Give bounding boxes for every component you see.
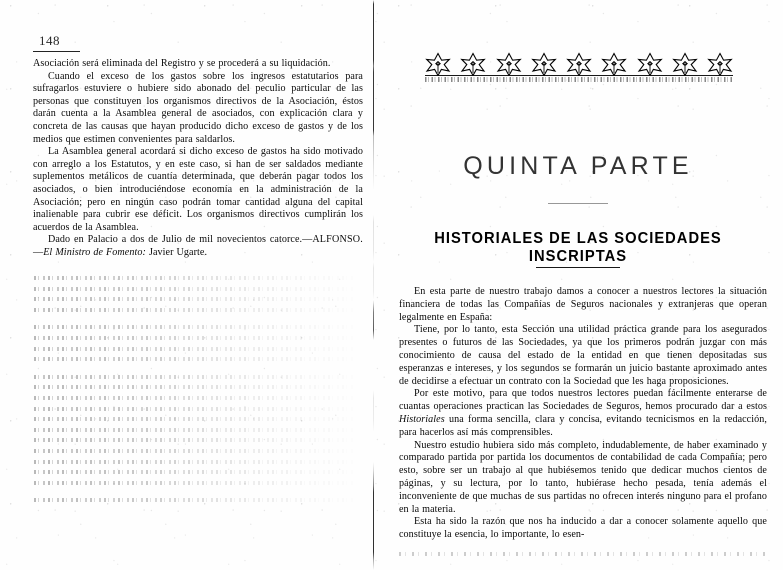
text-run: una forma sencilla, clara y concisa, evitando tecnicismos en la redacción, para hacerlos así más comprensibles. <box>399 413 767 438</box>
faded-line <box>34 396 356 400</box>
ornament-squiggle <box>425 77 733 82</box>
star-fleuron-icon <box>460 52 486 76</box>
part-title-rule <box>548 203 608 204</box>
left-page-body <box>33 58 363 260</box>
ornament-band <box>425 52 733 84</box>
faded-line <box>34 498 356 502</box>
faded-line <box>34 336 356 340</box>
star-fleuron-icon <box>637 52 663 76</box>
paragraph <box>399 516 767 542</box>
em-dash: — <box>33 246 44 258</box>
faded-paragraph-gap <box>34 368 356 375</box>
text-run: Por este motivo, para que todos nuestros lectores puedan fácilmente enterarse de cuantas operaciones practican las Sociedades de Seguros, hemos procurado dar a estos <box>399 388 767 413</box>
faded-line <box>34 449 356 453</box>
faded-line <box>34 325 356 329</box>
royal-signature-block <box>33 234 363 259</box>
ornament-rule <box>425 75 733 76</box>
faded-line <box>34 470 356 474</box>
faded-line <box>34 276 356 280</box>
faded-illegible-text-block <box>34 276 356 509</box>
decree-date-line: Dado en Palacio a dos de Julio de mil novecientos catorce.— <box>48 234 313 246</box>
faded-line <box>34 375 356 379</box>
faded-line <box>34 407 356 411</box>
part-title: QUINTA PARTE <box>463 152 693 180</box>
minister-name: Javier Ugarte. <box>148 246 208 258</box>
faded-line <box>34 385 356 389</box>
star-fleuron-icon <box>425 52 451 76</box>
text-run: En esta parte de nuestro trabajo damos a conocer a nuestros lectores la situación financiera de todas las Compañías de Seguros nacionales y extranjeras que operan legalmente en España: <box>399 286 767 323</box>
paragraph: La Asamblea general acordará si dicho exceso de gastos ha sido motivado con arreglo a los Estatutos, y en este caso, si han de ser saldados mediante suplementos metálicos de cuantía determinada, que deberán pagar todos los asociados, o bien introduciéndose economía en la administración de la Asociación; pero en ningún caso podrán tomar cantidad alguna del capital inalienable para cubrir ese déficit. Los organismos directivos cumplirán los acuerdos de la Asamblea. <box>33 146 363 233</box>
text-run: Nuestro estudio hubiera sido más completo, indudablemente, de haber examinado y comparado partida por partida los documentos de contabilidad de cada Compañía; pero esto, sobre ser un trabajo al que hubiésemos tenido que dedicar muchos cientos de páginas, y su lectura, por lo tanto, hubiérase hecho pesada, tenía además el inconveniente de que muchas de sus partidas no ofrecen interés ninguno para el profano en la materia. <box>399 439 767 515</box>
paragraph: Cuando el exceso de los gastos sobre los ingresos estatutarios para sufragarlos estuviere o hubiere sido abonado del peculio particular de las personas que constituyen los organismos directivos de la Asociación, éstos darán cuenta a la Asamblea general de asociados, con explicación clara y concreta de las causas que hayan producido dicho exceso de gastos y de los medios que estimen convenientes para saldarlos. <box>33 70 363 145</box>
section-title-rule <box>536 267 620 268</box>
right-page-body <box>399 286 767 542</box>
section-title: HISTORIALES DE LAS SOCIEDADES INSCRIPTAS <box>434 230 722 265</box>
faded-line <box>34 297 356 301</box>
faded-line <box>34 357 356 361</box>
faded-line <box>34 308 356 312</box>
star-fleuron-icon <box>496 52 522 76</box>
paragraph <box>399 440 767 517</box>
faded-line <box>34 481 356 485</box>
folio-block <box>33 33 83 52</box>
faded-line <box>34 428 356 432</box>
faded-line <box>34 287 356 291</box>
monarch-name: ALFONSO. <box>312 234 363 246</box>
page-number: 148 <box>39 33 60 48</box>
star-fleuron-icon <box>707 52 733 76</box>
left-page <box>0 0 373 570</box>
paragraph <box>399 388 767 439</box>
faded-line <box>34 347 356 351</box>
paragraph <box>399 324 767 388</box>
text-run: Tiene, por lo tanto, esta Sección una utilidad práctica grande para los asegurados presentes o futuros de las Sociedades, ya que los primeros podrán juzgar con más conocimiento de causa del estado de la entidad en que tienen depositadas sus esperanzas e intereses, y los segundos se formarán un juicio bastante aproximado antes de decidirse a efectuar un contrato con la Sociedad que les haga proposiciones. <box>399 324 767 387</box>
fleuron-row <box>425 52 733 76</box>
faded-paragraph-gap <box>34 318 356 325</box>
star-fleuron-icon <box>566 52 592 76</box>
faded-line <box>34 417 356 421</box>
faded-bottom-line <box>399 552 767 556</box>
paragraph: Asociación será eliminada del Registro y se procederá a su liquidación. <box>33 58 331 69</box>
faded-line <box>34 460 356 464</box>
paragraph <box>399 286 767 324</box>
star-fleuron-icon <box>531 52 557 76</box>
folio-rule <box>33 51 80 52</box>
star-fleuron-icon <box>672 52 698 76</box>
right-page <box>373 0 783 570</box>
italic-run: Historiales <box>399 413 445 425</box>
faded-line <box>34 438 356 442</box>
text-run: Esta ha sido la razón que nos ha inducido a dar a conocer solamente aquello que constituye la esencia, lo importante, lo esen- <box>399 516 767 541</box>
minister-title: El Ministro de Fomento: <box>43 246 146 258</box>
faded-paragraph-gap <box>34 491 356 498</box>
star-fleuron-icon <box>601 52 627 76</box>
